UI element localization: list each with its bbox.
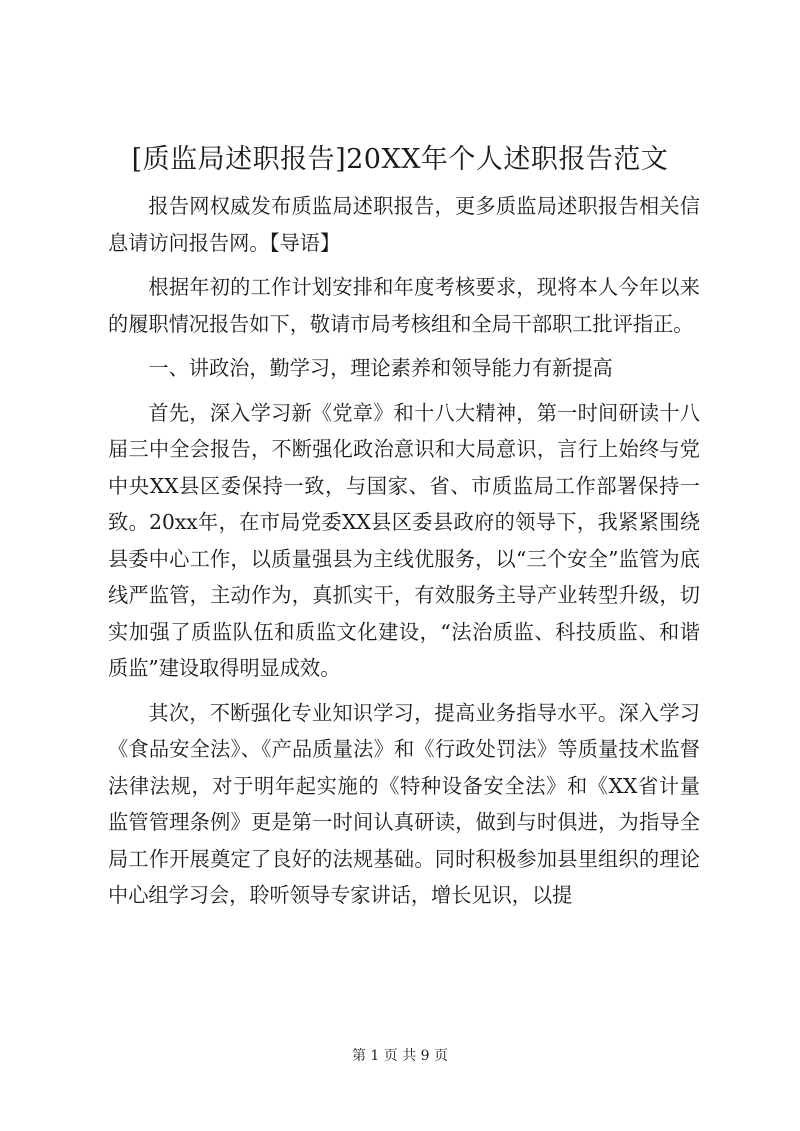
paragraph-first: 首先，深入学习新《党章》和十八大精神，第一时间研读十八届三中全会报告，不断强化政治意识和大局意识，言行上始终与党中央XX县区委保持一致，与国家、省、市质监局工作部署保持一致。20xx年，在市局党委XX县区委县政府的领导下，我紧紧围绕县委中心工作，以质量强县为主线优服务，以“三个安全”监管为底线严监管，主动作为，真抓实干，有效服务主导产业转型升级，切实加强了质监队伍和质监文化建设，“法治质监、科技质监、和谐质监”建设取得明显成效。 [108,400,700,680]
section-heading: 一、讲政治，勤学习，理论素养和领导能力有新提高 [148,356,613,380]
page-number: 第 1 页 共 9 页 [351,1048,449,1064]
paragraph-preface: 根据年初的工作计划安排和年度考核要求，现将本人今年以来的履职情况报告如下，敬请市局考核组和全局干部职工批评指正。 [108,275,700,336]
paragraph-second: 其次，不断强化专业知识学习，提高业务指导水平。深入学习《食品安全法》、《产品质量法》和《行政处罚法》等质量技术监督法律法规，对于明年起实施的《特种设备安全法》和《XX省计量监管管理条例》更是第一时间认真研读，做到与时俱进，为指导全局工作开展奠定了良好的法规基础。同时积极参加县里组织的理论中心组学习会，聆听领导专家讲话，增长见识，以提 [108,700,700,907]
paragraph-intro: 报告网权威发布质监局述职报告，更多质监局述职报告相关信息请访问报告网。【导语】 [108,194,700,255]
document-title: [质监局述职报告]20XX年个人述职报告范文 [131,144,669,175]
document-body [108,188,700,922]
